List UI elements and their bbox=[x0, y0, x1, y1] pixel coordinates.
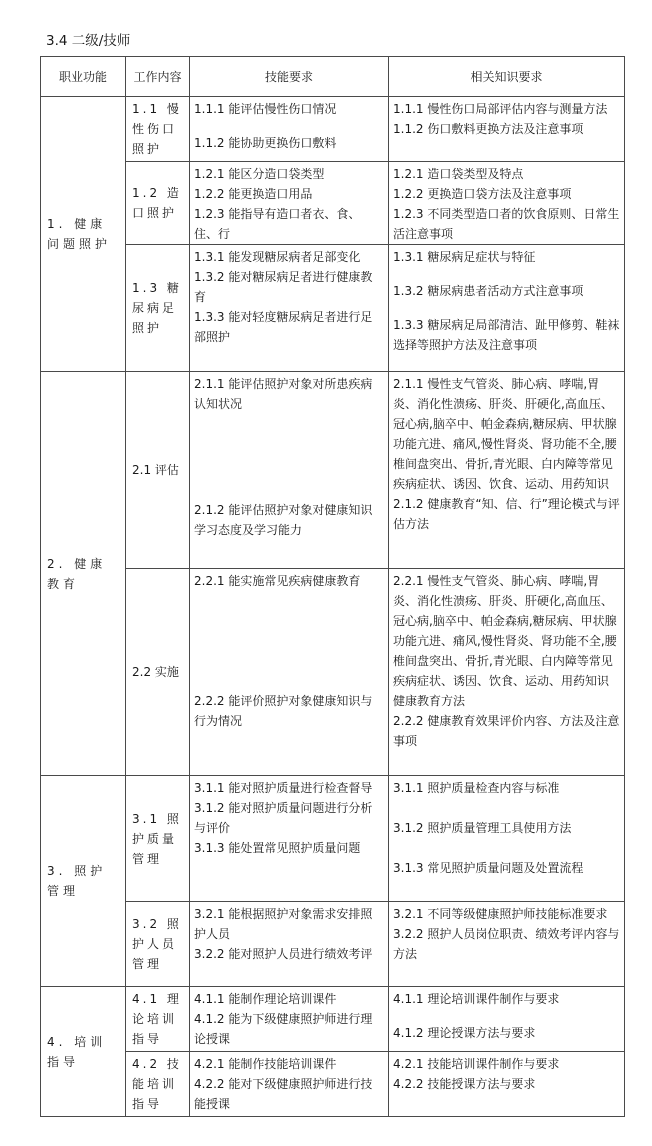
knowledge-item: 1.3.2 糖尿病患者活动方式注意事项 bbox=[393, 284, 584, 298]
table-row bbox=[41, 97, 625, 162]
column-header: 技能要求 bbox=[190, 57, 389, 97]
knowledge-item: 1.2.3 不同类型造口者的饮食原则、日常生活注意事项 bbox=[393, 207, 620, 241]
knowledge-item: 1.3.1 糖尿病足症状与特征 bbox=[393, 250, 536, 264]
column-header: 职业功能 bbox=[41, 57, 126, 97]
skill-cell bbox=[190, 569, 389, 776]
content-cell: 4.2 技能培训指导 bbox=[126, 1052, 190, 1117]
knowledge-item: 3.2.1 不同等级健康照护师技能标准要求 bbox=[393, 907, 608, 921]
skill-item: 3.1.2 能对照护质量问题进行分析与评价 bbox=[194, 801, 373, 835]
knowledge-cell bbox=[389, 569, 625, 776]
function-cell: 1. 健康问题照护 bbox=[41, 97, 126, 372]
skill-item: 3.1.1 能对照护质量进行检查督导 bbox=[194, 781, 373, 795]
knowledge-cell bbox=[389, 987, 625, 1052]
knowledge-cell bbox=[389, 902, 625, 987]
skill-item: 1.1.2 能协助更换伤口敷料 bbox=[194, 136, 337, 150]
skill-item: 4.1.2 能为下级健康照护师进行理论授课 bbox=[194, 1012, 373, 1046]
section-heading: 3.4 二级/技师 bbox=[46, 33, 131, 49]
skill-item: 1.3.2 能对糖尿病足者进行健康教育 bbox=[194, 270, 373, 304]
skill-item: 1.3.1 能发现糖尿病者足部变化 bbox=[194, 250, 361, 264]
table-row bbox=[41, 776, 625, 902]
table-header-row bbox=[41, 57, 625, 97]
content-cell: 1.3 糖尿病足照护 bbox=[126, 245, 190, 372]
skill-item: 1.2.2 能更换造口用品 bbox=[194, 187, 313, 201]
skill-item: 2.2.1 能实施常见疾病健康教育 bbox=[194, 574, 361, 588]
table-row bbox=[41, 372, 625, 569]
knowledge-cell bbox=[389, 97, 625, 162]
knowledge-item: 1.3.3 糖尿病足局部清洁、趾甲修剪、鞋袜选择等照护方法及注意事项 bbox=[393, 318, 620, 352]
skill-item: 2.2.2 能评价照护对象健康知识与行为情况 bbox=[194, 694, 373, 728]
skill-cell bbox=[190, 97, 389, 162]
knowledge-cell bbox=[389, 776, 625, 902]
content-cell: 2.2 实施 bbox=[126, 569, 190, 776]
table-row bbox=[41, 987, 625, 1052]
skill-cell bbox=[190, 987, 389, 1052]
knowledge-item: 1.2.1 造口袋类型及特点 bbox=[393, 167, 524, 181]
knowledge-cell bbox=[389, 162, 625, 245]
content-cell: 1.2 造口照护 bbox=[126, 162, 190, 245]
knowledge-item: 3.1.1 照护质量检查内容与标准 bbox=[393, 781, 560, 795]
table-row bbox=[41, 1052, 625, 1117]
skill-item: 4.1.1 能制作理论培训课件 bbox=[194, 992, 337, 1006]
skill-item: 2.1.1 能评估照护对象对所患疾病认知状况 bbox=[194, 377, 373, 411]
skill-cell bbox=[190, 372, 389, 569]
skill-item: 1.2.1 能区分造口袋类型 bbox=[194, 167, 325, 181]
table-row bbox=[41, 162, 625, 245]
content-cell: 4.1 理论培训指导 bbox=[126, 987, 190, 1052]
function-cell: 4. 培训指导 bbox=[41, 987, 126, 1117]
column-header: 工作内容 bbox=[126, 57, 190, 97]
knowledge-item: 3.2.2 照护人员岗位职责、绩效考评内容与方法 bbox=[393, 927, 620, 961]
knowledge-item: 3.1.3 常见照护质量问题及处置流程 bbox=[393, 861, 584, 875]
skill-cell bbox=[190, 245, 389, 372]
function-cell: 2. 健康教育 bbox=[41, 372, 126, 776]
knowledge-item: 3.1.2 照护质量管理工具使用方法 bbox=[393, 821, 572, 835]
skill-item: 3.2.1 能根据照护对象需求安排照护人员 bbox=[194, 907, 373, 941]
skill-item: 4.2.1 能制作技能培训课件 bbox=[194, 1057, 337, 1071]
content-cell: 3.2 照护人员管理 bbox=[126, 902, 190, 987]
knowledge-cell bbox=[389, 245, 625, 372]
knowledge-item: 1.1.2 伤口敷料更换方法及注意事项 bbox=[393, 122, 584, 136]
skill-item: 1.1.1 能评估慢性伤口情况 bbox=[194, 102, 337, 116]
knowledge-cell bbox=[389, 372, 625, 569]
function-cell: 3. 照护管理 bbox=[41, 776, 126, 987]
skill-cell bbox=[190, 902, 389, 987]
table-row bbox=[41, 569, 625, 776]
content-cell: 3.1 照护质量管理 bbox=[126, 776, 190, 902]
skill-item: 1.3.3 能对轻度糖尿病足者进行足部照护 bbox=[194, 310, 373, 344]
knowledge-item: 4.2.2 技能授课方法与要求 bbox=[393, 1077, 536, 1091]
knowledge-item: 1.1.1 慢性伤口局部评估内容与测量方法 bbox=[393, 102, 608, 116]
table-row bbox=[41, 245, 625, 372]
skill-item: 2.1.2 能评估照护对象对健康知识学习态度及学习能力 bbox=[194, 503, 373, 537]
content-cell: 1.1 慢性伤口照护 bbox=[126, 97, 190, 162]
column-header: 相关知识要求 bbox=[389, 57, 625, 97]
skill-cell bbox=[190, 162, 389, 245]
requirements-table bbox=[40, 56, 625, 1117]
knowledge-cell bbox=[389, 1052, 625, 1117]
knowledge-item: 2.2.1 慢性支气管炎、肺心病、哮喘,胃炎、消化性溃疡、肝炎、肝硬化,高血压、冠心病,脑卒中、帕金森病,糖尿病、甲状腺功能亢进、痛风,慢性肾炎、肾功能不全,腰椎间盘突出、骨折,青光眼、白内障等常见疾病症状、诱因、饮食、运动、用药知识健康教育方法 bbox=[393, 574, 617, 708]
knowledge-item: 2.2.2 健康教育效果评价内容、方法及注意事项 bbox=[393, 714, 620, 748]
skill-cell bbox=[190, 776, 389, 902]
knowledge-item: 1.2.2 更换造口袋方法及注意事项 bbox=[393, 187, 572, 201]
knowledge-item: 2.1.2 健康教育“知、信、行”理论模式与评估方法 bbox=[393, 497, 620, 531]
skill-item: 3.2.2 能对照护人员进行绩效考评 bbox=[194, 947, 373, 961]
knowledge-item: 4.1.2 理论授课方法与要求 bbox=[393, 1026, 536, 1040]
skill-item: 1.2.3 能指导有造口者衣、食、住、行 bbox=[194, 207, 361, 241]
knowledge-item: 4.1.1 理论培训课件制作与要求 bbox=[393, 992, 560, 1006]
skill-item: 3.1.3 能处置常见照护质量问题 bbox=[194, 841, 361, 855]
knowledge-item: 2.1.1 慢性支气管炎、肺心病、哮喘,胃炎、消化性溃疡、肝炎、肝硬化,高血压、冠心病,脑卒中、帕金森病,糖尿病、甲状腺功能亢进、痛风,慢性肾炎、肾功能不全,腰椎间盘突出、骨折,青光眼、白内障等常见疾病症状、诱因、饮食、运动、用药知识 bbox=[393, 377, 617, 491]
content-cell: 2.1 评估 bbox=[126, 372, 190, 569]
skill-item: 4.2.2 能对下级健康照护师进行技能授课 bbox=[194, 1077, 373, 1111]
skill-cell bbox=[190, 1052, 389, 1117]
knowledge-item: 4.2.1 技能培训课件制作与要求 bbox=[393, 1057, 560, 1071]
table-row bbox=[41, 902, 625, 987]
